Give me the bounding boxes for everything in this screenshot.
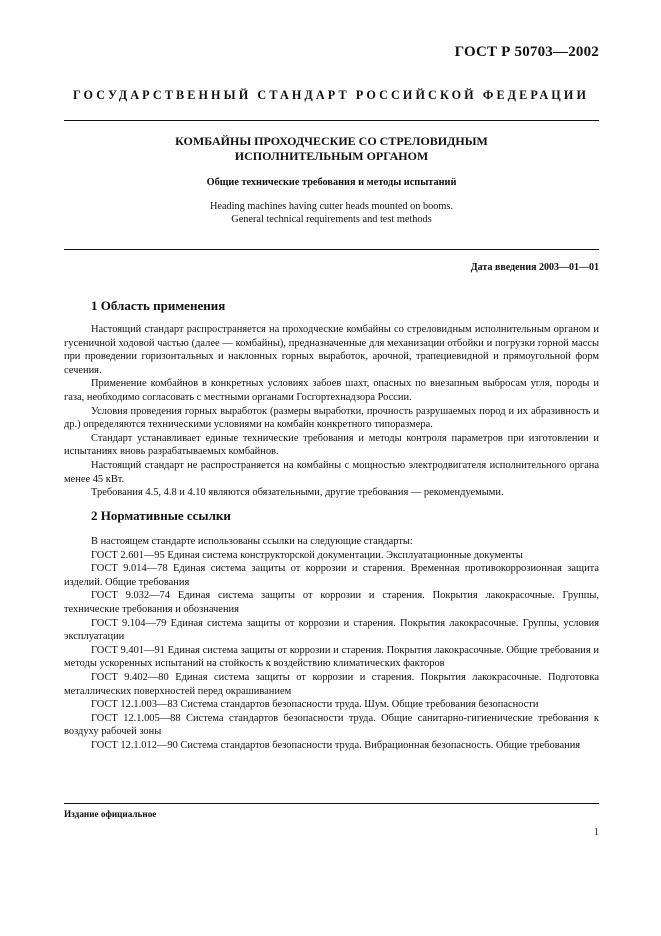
reference-item: ГОСТ 12.1.003—83 Система стандартов безопасности труда. Шум. Общие требования безопасности [91,699,539,711]
document-title [64,134,599,164]
reference-item: ГОСТ 12.1.005—88 Система стандартов безопасности труда. Общие санитарно-гигиенические требования к воздуху рабочей зоны [64,712,599,738]
english-title [64,200,599,226]
reference-item: ГОСТ 2.601—95 Единая система конструкторской документации. Эксплуатационные документы [91,549,523,561]
reference-item: ГОСТ 9.402—80 Единая система защиты от коррозии и старения. Покрытия лакокрасочные. Подготовка металлических поверхностей перед окрашиванием [64,671,599,697]
footer-divider [64,803,599,804]
gost-number: ГОСТ Р 50703—2002 [454,44,599,60]
introduction-date: Дата введения 2003—01—01 [470,262,599,273]
reference-item: ГОСТ 9.014—78 Единая система защиты от коррозии и старения. Временная противокоррозионная защита изделий. Общие требования [64,563,599,588]
english-title-line-1: Heading machines having cutter heads mounted on booms. [209,201,454,212]
paragraph: Настоящий стандарт распространяется на проходческие комбайны со стреловидным исполнительным органом и гусеничной ходовой частью (далее — комбайны), предназначенные для механизации отбойки и погрузки горной массы при проведении горизонтальных и наклонных горных выработок, арочной, трапециевидной и прямоугольной форм сечения. [64,324,599,376]
standard-title: ГОСУДАРСТВЕННЫЙ СТАНДАРТ РОССИЙСКОЙ ФЕДЕРАЦИИ [72,88,590,102]
title-divider [64,249,599,250]
paragraph: Требования 4.5, 4.8 и 4.10 являются обязательными, другие требования — рекомендуемыми. [91,487,504,499]
document-subtitle: Общие технические требования и методы испытаний [206,177,457,188]
reference-item: ГОСТ 9.032—74 Единая система защиты от коррозии и старения. Покрытия лакокрасочные. Группы, технические требования и обозначения [64,590,599,615]
paragraph: Настоящий стандарт не распространяется на комбайны с мощностью электродвигателя исполнительного органа менее 45 кВт. [64,459,599,485]
paragraph: Применение комбайнов в конкретных условиях забоев шахт, опасных по внезапным выбросам угля, породы и газа, необходимо согласовать с местными органами Госгортехнадзора России. [64,378,599,403]
top-divider [64,120,599,121]
paragraph: Условия проведения горных выработок (размеры выработки, прочность разрушаемых пород и их абразивность и др.) определяются техническими условиями на комбайн конкретного типоразмера. [64,405,599,431]
section-2-heading: 2 Нормативные ссылки [91,508,231,523]
reference-item: ГОСТ 9.104—79 Единая система защиты от коррозии и старения. Покрытия лакокрасочные. Группы, условия эксплуатации [64,617,599,643]
english-title-line-2: General technical requirements and test methods [231,214,432,225]
document-title-line-1: КОМБАЙНЫ ПРОХОДЧЕСКИЕ СО СТРЕЛОВИДНЫМ [175,134,488,148]
reference-item: ГОСТ 12.1.012—90 Система стандартов безопасности труда. Вибрационная безопасность. Общие требования [91,739,581,751]
reference-item: ГОСТ 9.401—91 Единая система защиты от коррозии и старения. Покрытия лакокрасочные. Общие требования и методы ускоренных испытаний на стойкость к воздействию климатических факторов [64,644,599,670]
paragraph: Стандарт устанавливает единые технические требования и методы контроля параметров при изготовлении и испытаниях вновь разрабатываемых комбайнов. [64,432,599,458]
edition-note: Издание официальное [64,809,157,819]
section-1-body [64,323,599,500]
page-number: 1 [594,827,599,838]
section-2-body [64,535,599,753]
document-title-line-2: ИСПОЛНИТЕЛЬНЫМ ОРГАНОМ [234,149,429,163]
section-1-heading: 1 Область применения [91,298,226,313]
paragraph: В настоящем стандарте использованы ссылки на следующие стандарты: [91,536,413,547]
